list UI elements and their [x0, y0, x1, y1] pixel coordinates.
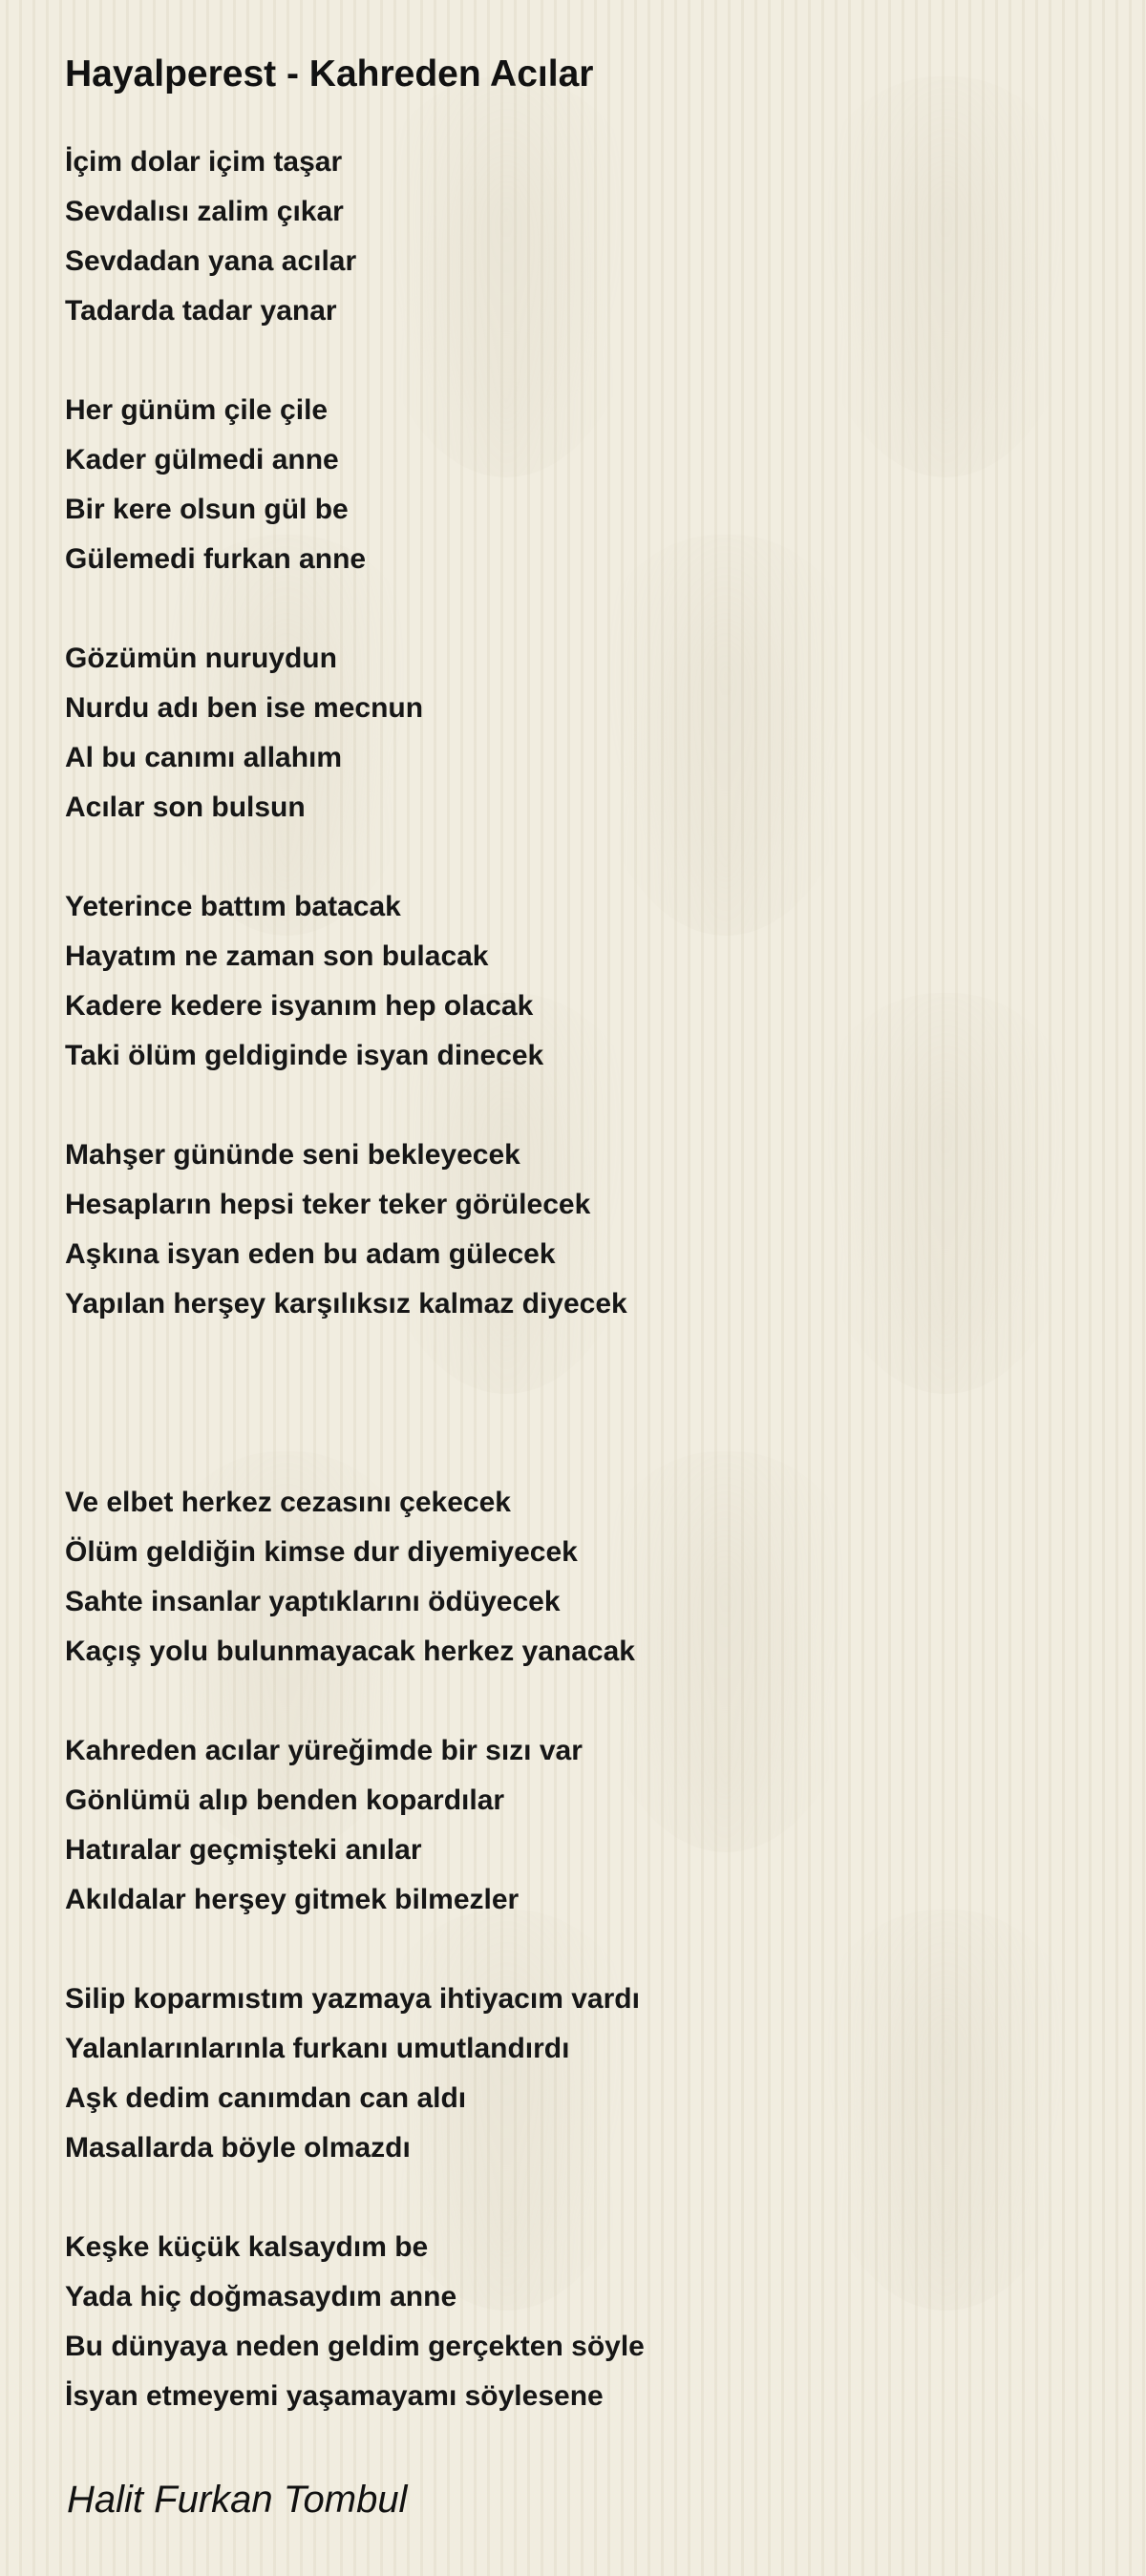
poem-line: Aşkına isyan eden bu adam gülecek [65, 1238, 556, 1270]
stanza-4 [65, 882, 1096, 1081]
poem-line: Tadarda tadar yanar [65, 295, 337, 327]
poem-line: Akıldalar herşey gitmek bilmezler [65, 1884, 520, 1915]
stanza-3 [65, 634, 1096, 833]
poem-line: Gülemedi furkan anne [65, 543, 367, 575]
poem-line: Kadere kedere isyanım hep olacak [65, 990, 534, 1022]
poem-line: Mahşer gününde seni bekleyecek [65, 1139, 520, 1171]
stanza-5 [65, 1130, 1096, 1329]
poem-line: Kaçış yolu bulunmayacak herkez yanacak [65, 1636, 635, 1667]
poem-line: Yapılan herşey karşılıksız kalmaz diyecek [65, 1288, 627, 1320]
poem-line: Yeterince battım batacak [65, 891, 401, 922]
poem-line: Kahreden acılar yüreğimde bir sızı var [65, 1735, 583, 1766]
poem-line: Bu dünyaya neden geldim gerçekten söyle [65, 2331, 645, 2362]
stanza-9 [65, 2223, 1096, 2421]
poem-line: Ölüm geldiğin kimse dur diyemiyecek [65, 1536, 578, 1568]
poem-line: Kader gülmedi anne [65, 444, 339, 475]
poem-line: Keşke küçük kalsaydım be [65, 2231, 429, 2263]
stanza-8 [65, 1974, 1096, 2173]
poem-line: Ve elbet herkez cezasını çekecek [65, 1487, 511, 1518]
poem-line: Sevdadan yana acılar [65, 245, 357, 277]
poem-line: Sevdalısı zalim çıkar [65, 196, 344, 227]
poem-line: Gönlümü alıp benden kopardılar [65, 1784, 505, 1816]
poem-title: Hayalperest - Kahreden Acılar [65, 53, 594, 95]
poem-line: Hatıralar geçmişteki anılar [65, 1834, 422, 1866]
poem-line: Acılar son bulsun [65, 792, 306, 823]
poem-line: İçim dolar içim taşar [65, 146, 343, 178]
poem-line: Her günüm çile çile [65, 394, 329, 426]
poem-container [65, 48, 1096, 2471]
stanza-7 [65, 1726, 1096, 1925]
poem-line: Hesapların hepsi teker teker görülecek [65, 1189, 591, 1220]
stanza-2 [65, 386, 1096, 584]
poem-line: Aşk dedim canımdan can aldı [65, 2082, 467, 2114]
poem-line: Bir kere olsun gül be [65, 494, 349, 525]
poem-line: Masallarda böyle olmazdı [65, 2132, 411, 2164]
poem-line: İsyan etmeyemi yaşamayamı söylesene [65, 2380, 604, 2412]
stanza-1 [65, 137, 1096, 336]
poem-line: Al bu canımı allahım [65, 742, 343, 773]
author-name: Halit Furkan Tombul [67, 2479, 408, 2521]
poem-line: Hayatım ne zaman son bulacak [65, 940, 489, 972]
poem-line: Sahte insanlar yaptıklarını ödüyecek [65, 1586, 561, 1617]
poem-line: Nurdu adı ben ise mecnun [65, 692, 424, 724]
poem-line: Yalanlarınlarınla furkanı umutlandırdı [65, 2033, 570, 2064]
poem-line: Taki ölüm geldiginde isyan dinecek [65, 1040, 544, 1071]
stanza-6 [65, 1478, 1096, 1677]
poem-line: Yada hiç doğmasaydım anne [65, 2281, 457, 2312]
poem-line: Gözümün nuruydun [65, 643, 337, 674]
poem-line: Silip koparmıstım yazmaya ihtiyacım vardı [65, 1983, 640, 2015]
